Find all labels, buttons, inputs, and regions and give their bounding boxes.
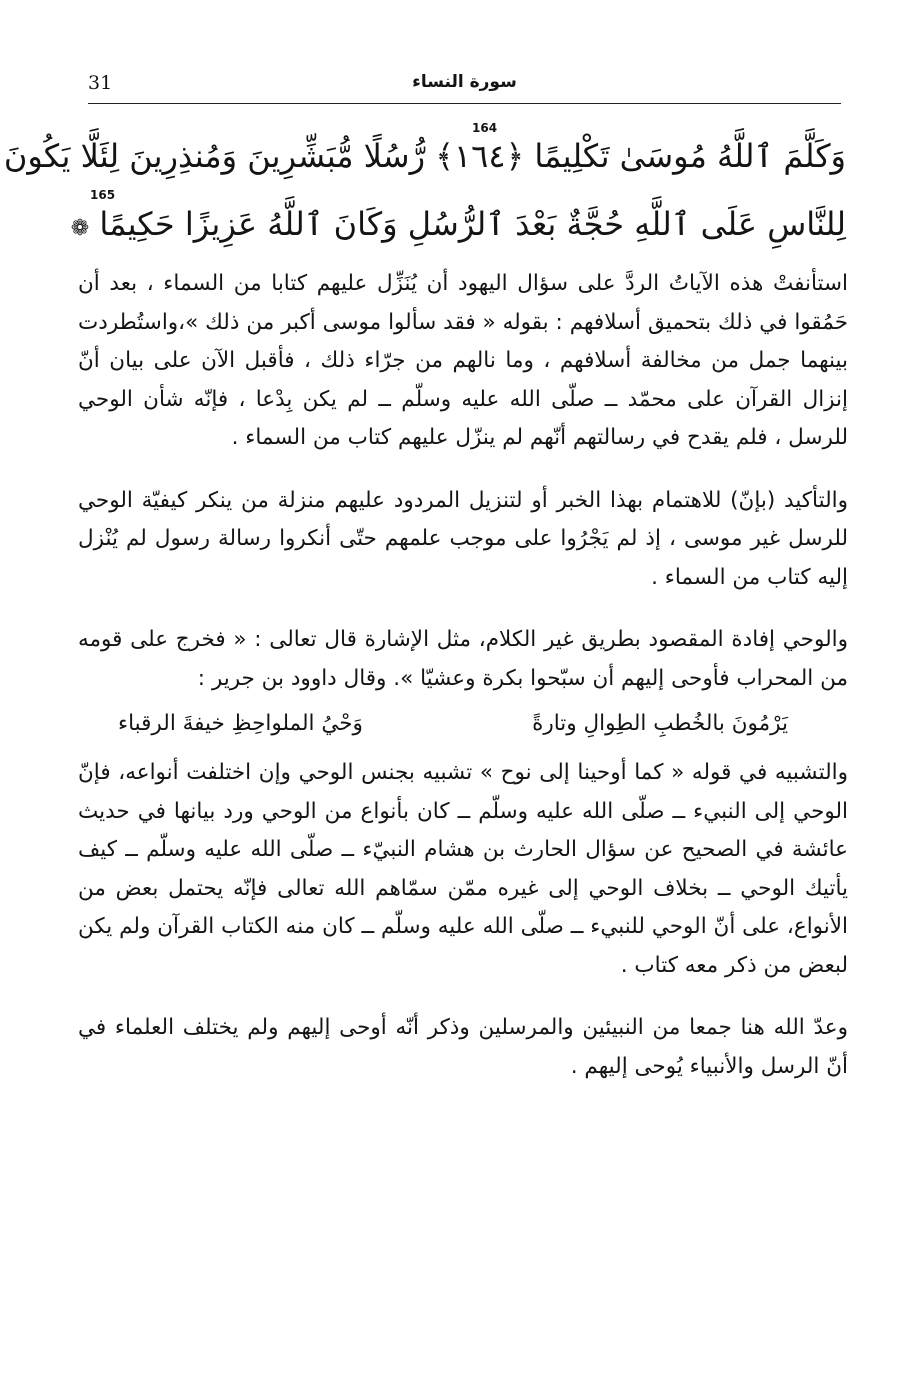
page-header bbox=[88, 72, 841, 102]
paragraph-4-text: والتشبيه في قوله « كما أوحينا إلى نوح » تشبيه بجنس الوحي وإن اختلفت أنواعه، فإنّ الوحي إلى النبيء ــ صلّى الله عليه وسلّم ــ كان بأنواع من الوحي ورد بيانها في حديث عائشة في الصحيح عن سؤال الحارث بن هشام النبيّء ــ صلّى الله عليه وسلّم ــ كيف يأتيك الوحي ــ بخلاف الوحي إلى غيره ممّن سمّاهم الله تعالى فإنّه يحتمل بعض من الأنواع، على أنّ الوحي للنبيء ــ صلّى الله عليه وسلّم ــ كان منه الكتاب القرآن ولم يكن لبعض من ذكر معه كتاب . bbox=[78, 760, 848, 978]
quran-verses bbox=[3, 128, 846, 264]
verse-line-2 bbox=[70, 196, 846, 264]
paragraph-2 bbox=[78, 482, 848, 598]
verse-end-ornament-icon: ❁ bbox=[70, 216, 90, 241]
verse-number-165: 165 bbox=[90, 188, 116, 202]
commentary-body bbox=[78, 265, 848, 1110]
paragraph-3 bbox=[78, 621, 848, 698]
running-title: سورة النساء bbox=[412, 72, 517, 92]
paragraph-4 bbox=[78, 754, 848, 985]
verse-number-164: 164 bbox=[472, 121, 498, 135]
paragraph-2-text: والتأكيد (بإنّ) للاهتمام بهذا الخبر أو لتنزيل المردود عليهم منزلة من ينكر كيفيّة الوحي للرسل غير موسى ، إذ لم يَجْرُوا على موجب علمهم حتّى أنكروا رسالة رسول لم يُنْزل إليه كتاب من السماء . bbox=[78, 487, 848, 590]
verse-text-1: وَكَلَّمَ ٱللَّهُ مُوسَىٰ تَكْلِيمًا ﴿١٦٤﴾ رُّسُلًا مُّبَشِّرِينَ وَمُنذِرِينَ لِئَلَّا يَكُونَ bbox=[3, 137, 846, 175]
header-divider bbox=[88, 103, 841, 104]
paragraph-5 bbox=[78, 1009, 848, 1086]
poem-second-hemistich: وَحْيُ الملواحِظِ خيفةَ الرقباء bbox=[118, 711, 363, 736]
verse-line-1 bbox=[3, 128, 846, 196]
verse-text-2: لِلنَّاسِ عَلَى ٱللَّهِ حُجَّةٌ بَعْدَ ٱلرُّسُلِ وَكَانَ ٱللَّهُ عَزِيزًا حَكِيمًا bbox=[99, 205, 846, 243]
paragraph-5-text: وعدّ الله هنا جمعا من النبيئين والمرسلين وذكر أنّه أوحى إليهم ولم يختلف العلماء في أنّ الرسل والأنبياء يُوحى إليهم . bbox=[78, 1015, 848, 1079]
poem-first-hemistich: يَرْمُونَ بالخُطبِ الطِوالِ وتارةً bbox=[532, 711, 788, 736]
poem-verse bbox=[118, 702, 788, 746]
page-number: 31 bbox=[88, 72, 113, 94]
paragraph-3-text: والوحي إفادة المقصود بطريق غير الكلام، مثل الإشارة قال تعالى : « فخرج على قومه من المحراب فأوحى إليهم أن سبّحوا بكرة وعشيّا ». وقال داوود بن جرير : bbox=[78, 627, 848, 691]
paragraph-1-text: استأنفتْ هذه الآياتُ الردَّ على سؤال اليهود أن يُنَزِّل عليهم كتابا من السماء ، بعد أن حَمُقوا في ذلك بتحميق أسلافهم : بقوله « فقد سألوا موسى أكبر من ذلك »،واستُطردت بينهما جمل من مخالفة أسلافهم ، وما نالهم من جرّاء ذلك ، فأقبل الآن على بيان أنّ إنزال القرآن على محمّد ــ صلّى الله عليه وسلّم ــ لم يكن بِدْعا ، فإنّه شأن الوحي للرسل ، فلم يقدح في رسالتهم أنّهم لم ينزّل عليهم كتاب من السماء . bbox=[78, 271, 848, 450]
paragraph-1 bbox=[78, 265, 848, 458]
